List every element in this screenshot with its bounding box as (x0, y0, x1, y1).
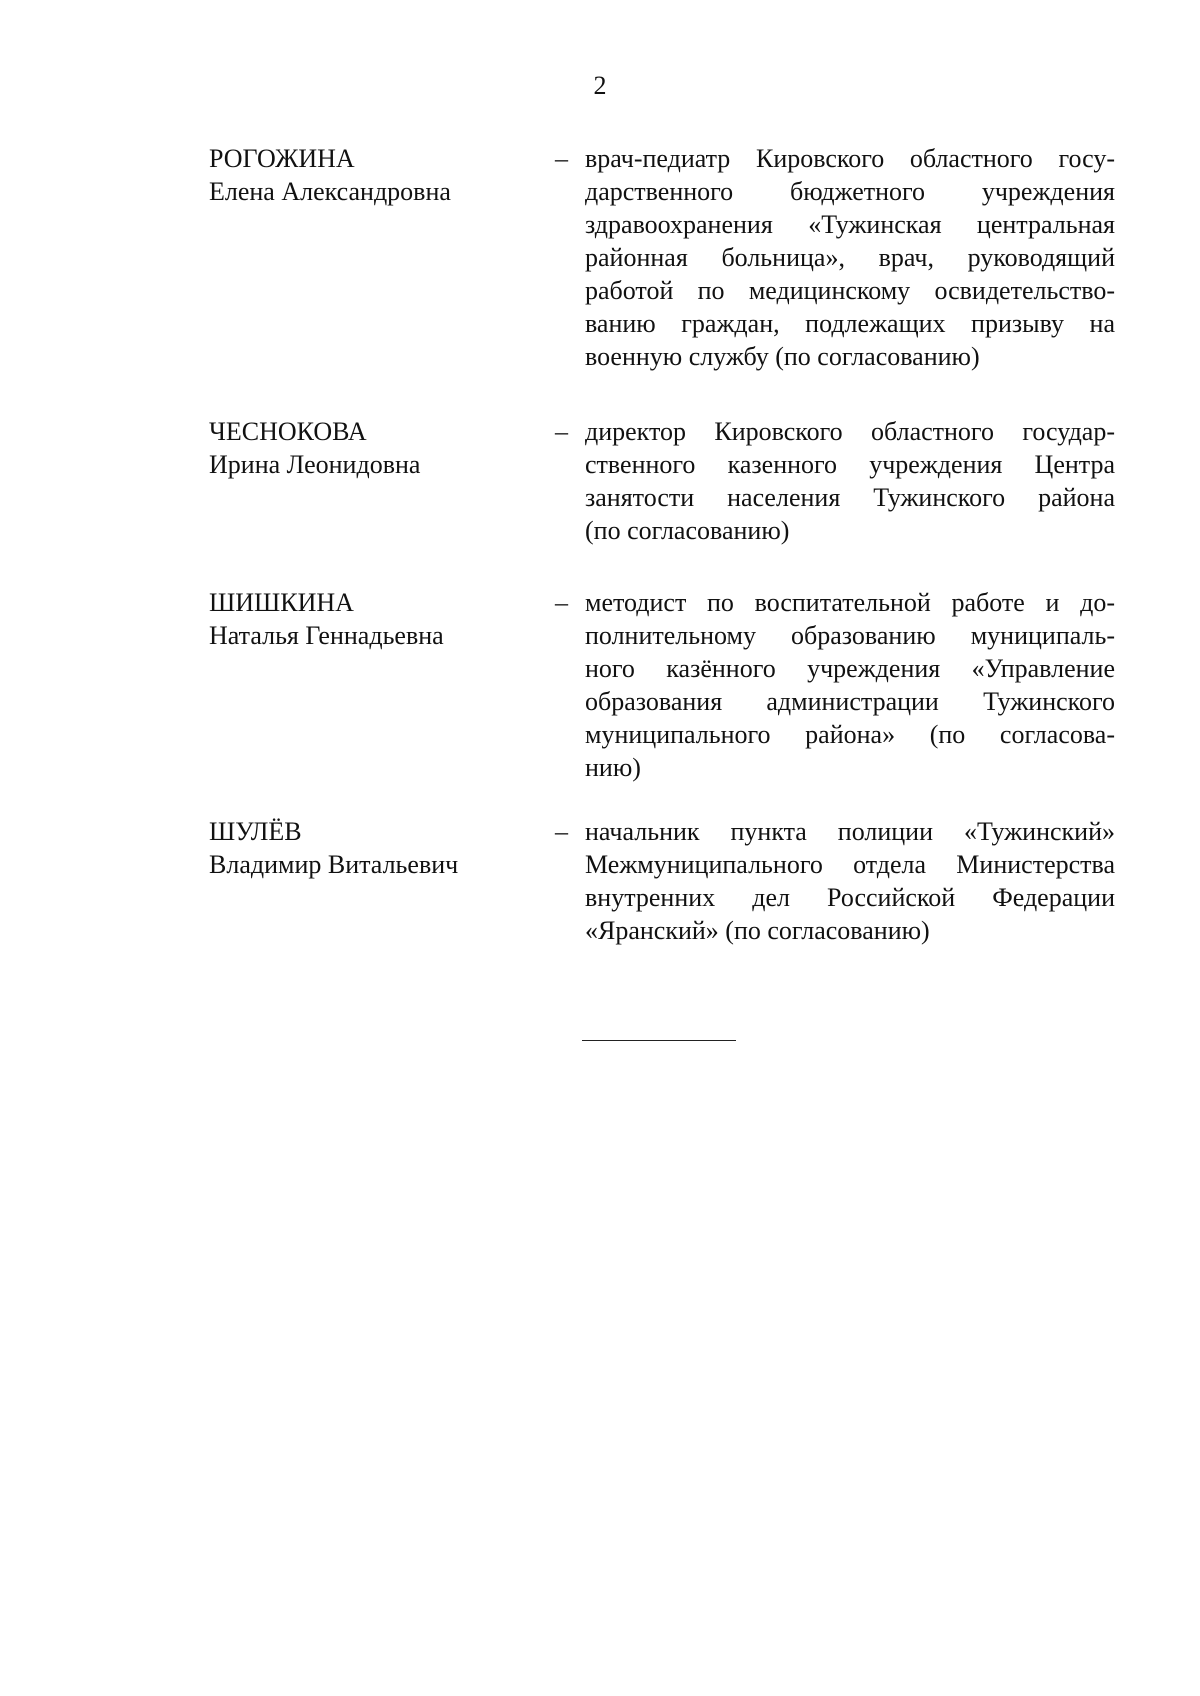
position-line: дарственного бюджетного учреждения (585, 177, 1115, 206)
position-line: работой по медицинскому освидетельство- (585, 276, 1115, 305)
member-position (585, 142, 1115, 373)
member-surname: ШУЛЁВ (209, 817, 302, 846)
member-surname: ШИШКИНА (209, 588, 354, 617)
position-line: военную службу (по согласованию) (585, 342, 980, 371)
end-of-list-rule (582, 1040, 736, 1041)
position-line: врач-педиатр Кировского областного госу- (585, 144, 1115, 173)
member-surname: РОГОЖИНА (209, 144, 355, 173)
position-line: полнительному образованию муниципаль- (585, 621, 1115, 650)
member-position (585, 586, 1115, 784)
member-given-names: Елена Александровна (209, 177, 451, 206)
member-name (209, 815, 509, 881)
member-surname: ЧЕСНОКОВА (209, 417, 367, 446)
position-line: начальник пункта полиции «Тужинский» (585, 817, 1115, 846)
position-line: образования администрации Тужинского (585, 687, 1115, 716)
member-name (209, 586, 509, 652)
member-given-names: Наталья Геннадьевна (209, 621, 444, 650)
position-line: «Яранский» (по согласованию) (585, 916, 930, 945)
member-dash: – (555, 144, 568, 173)
member-dash: – (555, 817, 568, 846)
position-line: ванию граждан, подлежащих призыву на (585, 309, 1115, 338)
member-dash: – (555, 588, 568, 617)
member-name (209, 415, 509, 481)
position-line: директор Кировского областного государ- (585, 417, 1115, 446)
page-number: 2 (593, 71, 607, 100)
member-given-names: Ирина Леонидовна (209, 450, 421, 479)
position-line: внутренних дел Российской Федерации (585, 883, 1115, 912)
position-line: муниципального района» (по согласова- (585, 720, 1115, 749)
position-line: ного казённого учреждения «Управление (585, 654, 1115, 683)
position-line: ственного казенного учреждения Центра (585, 450, 1115, 479)
member-given-names: Владимир Витальевич (209, 850, 459, 879)
position-line: здравоохранения «Тужинская центральная (585, 210, 1115, 239)
position-line: методист по воспитательной работе и до- (585, 588, 1115, 617)
position-line: районная больница», врач, руководящий (585, 243, 1115, 272)
member-name (209, 142, 509, 208)
position-line: (по согласованию) (585, 516, 790, 545)
member-dash: – (555, 417, 568, 446)
member-position (585, 415, 1115, 547)
position-line: Межмуниципального отдела Министерства (585, 850, 1115, 879)
position-line: занятости населения Тужинского района (585, 483, 1115, 512)
member-position (585, 815, 1115, 947)
position-line: нию) (585, 753, 641, 782)
